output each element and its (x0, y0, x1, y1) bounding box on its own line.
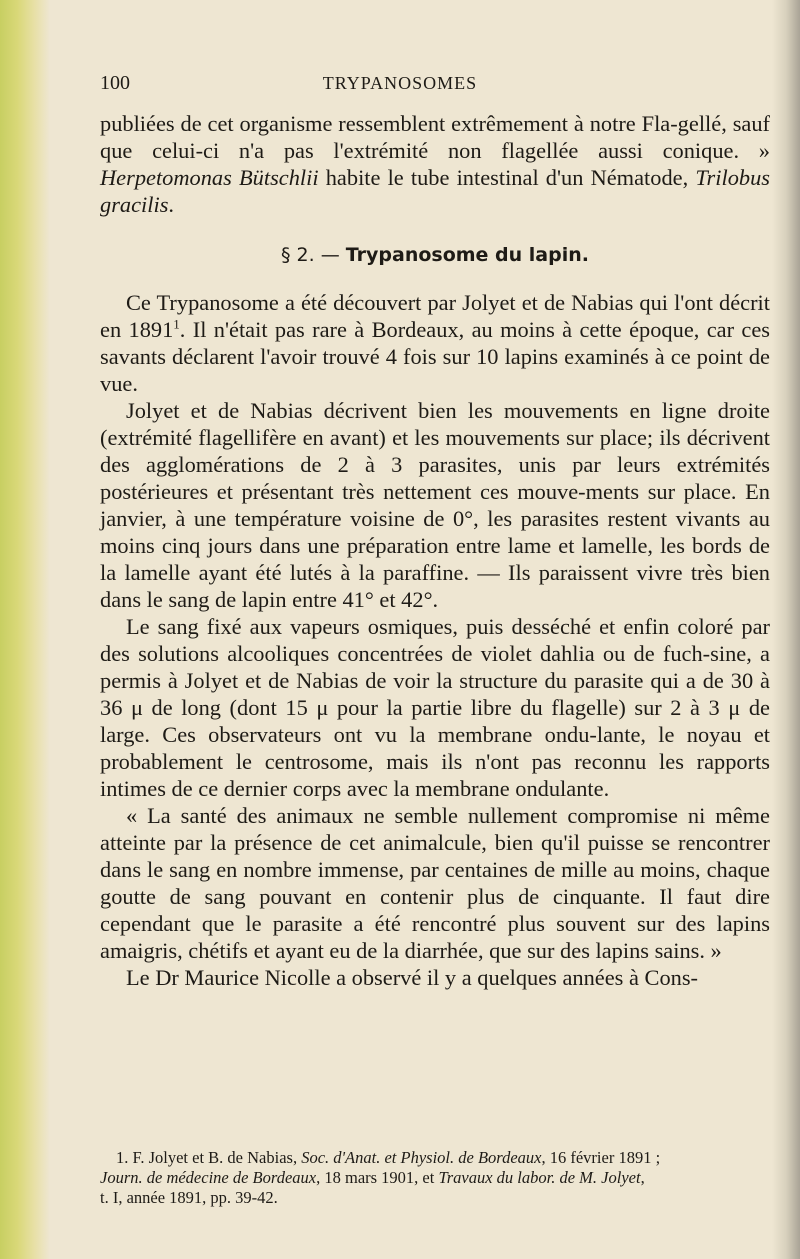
journal-name: Journ. de médecine de Bordeaux (100, 1168, 317, 1187)
text-run: habite le tube intestinal d'un Nématode, (318, 165, 696, 190)
page-number: 100 (100, 72, 130, 94)
text-run: . Il n'était pas rare à Bordeaux, au moins à cette époque, car ces savants déclarent l'avoir trouvé 4 fois sur 10 lapins examinés à ce point de vue. (100, 317, 770, 396)
journal-name: Soc. d'Anat. et Physiol. de Bordeaux (301, 1148, 542, 1167)
footnote-line (100, 1148, 770, 1168)
text-run: , 18 mars 1901, et (316, 1168, 439, 1187)
footnote-line (100, 1168, 770, 1188)
paragraph: Le Dr Maurice Nicolle a observé il y a quelques années à Cons- (126, 965, 698, 990)
text-run: , 16 février 1891 ; (541, 1148, 661, 1167)
footnotes (100, 1148, 770, 1208)
page-right-edge (772, 0, 800, 1259)
section-heading (100, 242, 770, 269)
species-name: Trilobus gracilis (100, 165, 770, 217)
running-title: TRYPANOSOMES (322, 73, 478, 93)
journal-name: Travaux du labor. de M. Jolyet (438, 1168, 641, 1187)
main-text (100, 110, 770, 991)
text-run: . (168, 192, 175, 217)
footnote-ref: 1 (173, 316, 180, 332)
footnote-line: t. I, année 1891, pp. 39-42. (100, 1188, 278, 1207)
paragraph: Le sang fixé aux vapeurs osmiques, puis desséché et enfin coloré par des solutions alcooliques concentrées de violet dahlia ou de fuch-sine, a permis à Jolyet et de Nabias de voir la structure du parasite qui a de 30 à 36 μ de long (dont 15 μ pour la partie libre du flagelle) sur 2 à 3 μ de large. Ces observateurs ont vu la membrane ondu-lante, le noyau et probablement le centrosome, mais ils n'ont pas reconnu les rapports intimes de ce dernier corps avec la membrane ondulante. (100, 614, 770, 801)
section-number: § 2. — (281, 244, 340, 266)
page-binding-edge (0, 0, 50, 1259)
text-run: publiées de cet organisme ressemblent extrêmement à notre Fla-gellé, sauf que celui-ci n'a pas l'extrémité non flagellée aussi conique. » (100, 111, 770, 163)
paragraph: Jolyet et de Nabias décrivent bien les mouvements en ligne droite (extrémité flagellifère en avant) et les mouvements sur place; ils décrivent des agglomérations de 2 à 3 parasites, unis par leurs extrémités postérieures et présentant très nettement ces mouve-ments sur place. En janvier, à une température voisine de 0°, les parasites restent vivants au moins cinq jours dans une préparation entre lame et lamelle, les bords de la lamelle ayant été lutés à la paraffine. — Ils paraissent vivre très bien dans le sang de lapin entre 41° et 42°. (100, 398, 770, 612)
quoted-paragraph: « La santé des animaux ne semble nullement compromise ni même atteinte par la présence de cet animalcule, bien qu'il puisse se rencontrer dans le sang en nombre immense, par centaines de mille au moins, chaque goutte de sang pouvant en contenir plus de cinquante. Il faut dire cependant que le parasite a été rencontré plus souvent sur des lapins amaigris, chétifs et ayant eu de la diarrhée, que sur des lapins sains. » (100, 803, 770, 963)
text-run: 1. F. Jolyet et B. de Nabias, (116, 1148, 302, 1167)
text-run: , (640, 1168, 645, 1187)
text-run: Ce Trypanosome a été découvert par Jolyet et de Nabias qui l'ont décrit en 1891 (100, 290, 770, 342)
species-name: Herpetomonas Bütschlii (100, 165, 319, 190)
paragraph (100, 289, 770, 397)
paragraph-continuation (100, 110, 770, 218)
section-title: Trypanosome du lapin. (345, 244, 589, 266)
